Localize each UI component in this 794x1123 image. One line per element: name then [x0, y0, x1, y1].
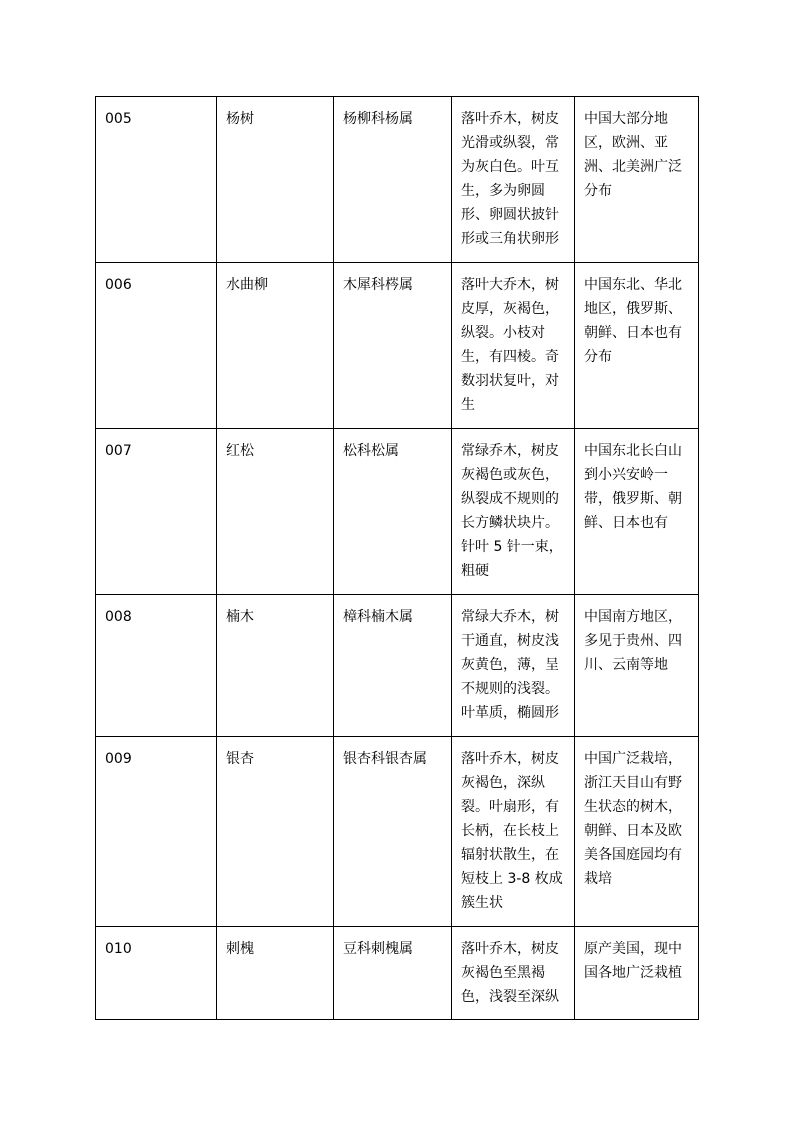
cell-family: 杨柳科杨属 — [334, 97, 452, 263]
cell-family: 樟科楠木属 — [334, 595, 452, 737]
cell-distribution: 原产美国，现中国各地广泛栽植 — [575, 927, 699, 1020]
table-row — [96, 429, 699, 595]
cell-distribution: 中国南方地区，多见于贵州、四川、云南等地 — [575, 595, 699, 737]
cell-id: 007 — [96, 429, 217, 595]
cell-name: 银杏 — [217, 737, 334, 927]
table-row — [96, 97, 699, 263]
cell-description: 常绿大乔木，树干通直，树皮浅灰黄色，薄，呈不规则的浅裂。叶革质，椭圆形 — [452, 595, 575, 737]
cell-distribution: 中国东北长白山到小兴安岭一带，俄罗斯、朝鲜、日本也有 — [575, 429, 699, 595]
cell-id: 006 — [96, 263, 217, 429]
cell-id: 008 — [96, 595, 217, 737]
cell-description: 落叶乔木，树皮灰褐色至黑褐色，浅裂至深纵 — [452, 927, 575, 1020]
cell-family: 松科松属 — [334, 429, 452, 595]
cell-description: 常绿乔木，树皮灰褐色或灰色，纵裂成不规则的长方鳞状块片。针叶 5 针一束，粗硬 — [452, 429, 575, 595]
cell-family: 银杏科银杏属 — [334, 737, 452, 927]
cell-id: 010 — [96, 927, 217, 1020]
cell-family: 木犀科梣属 — [334, 263, 452, 429]
cell-id: 005 — [96, 97, 217, 263]
table-row — [96, 595, 699, 737]
cell-name: 红松 — [217, 429, 334, 595]
table-row — [96, 737, 699, 927]
cell-distribution: 中国广泛栽培，浙江天目山有野生状态的树木，朝鲜、日本及欧美各国庭园均有栽培 — [575, 737, 699, 927]
cell-name: 杨树 — [217, 97, 334, 263]
cell-name: 刺槐 — [217, 927, 334, 1020]
cell-distribution: 中国大部分地区，欧洲、亚洲、北美洲广泛分布 — [575, 97, 699, 263]
cell-description: 落叶大乔木，树皮厚，灰褐色，纵裂。小枝对生，有四棱。奇数羽状复叶，对生 — [452, 263, 575, 429]
cell-description: 落叶乔木，树皮灰褐色，深纵裂。叶扇形，有长柄，在长枝上辐射状散生，在短枝上 3-8 枚成簇生状 — [452, 737, 575, 927]
cell-family: 豆科刺槐属 — [334, 927, 452, 1020]
cell-id: 009 — [96, 737, 217, 927]
cell-description: 落叶乔木，树皮光滑或纵裂，常为灰白色。叶互生，多为卵圆形、卵圆状披针形或三角状卵形 — [452, 97, 575, 263]
cell-name: 楠木 — [217, 595, 334, 737]
table-row — [96, 927, 699, 1020]
cell-distribution: 中国东北、华北地区，俄罗斯、朝鲜、日本也有分布 — [575, 263, 699, 429]
cell-name: 水曲柳 — [217, 263, 334, 429]
tree-species-table — [95, 96, 699, 1020]
table-row — [96, 263, 699, 429]
